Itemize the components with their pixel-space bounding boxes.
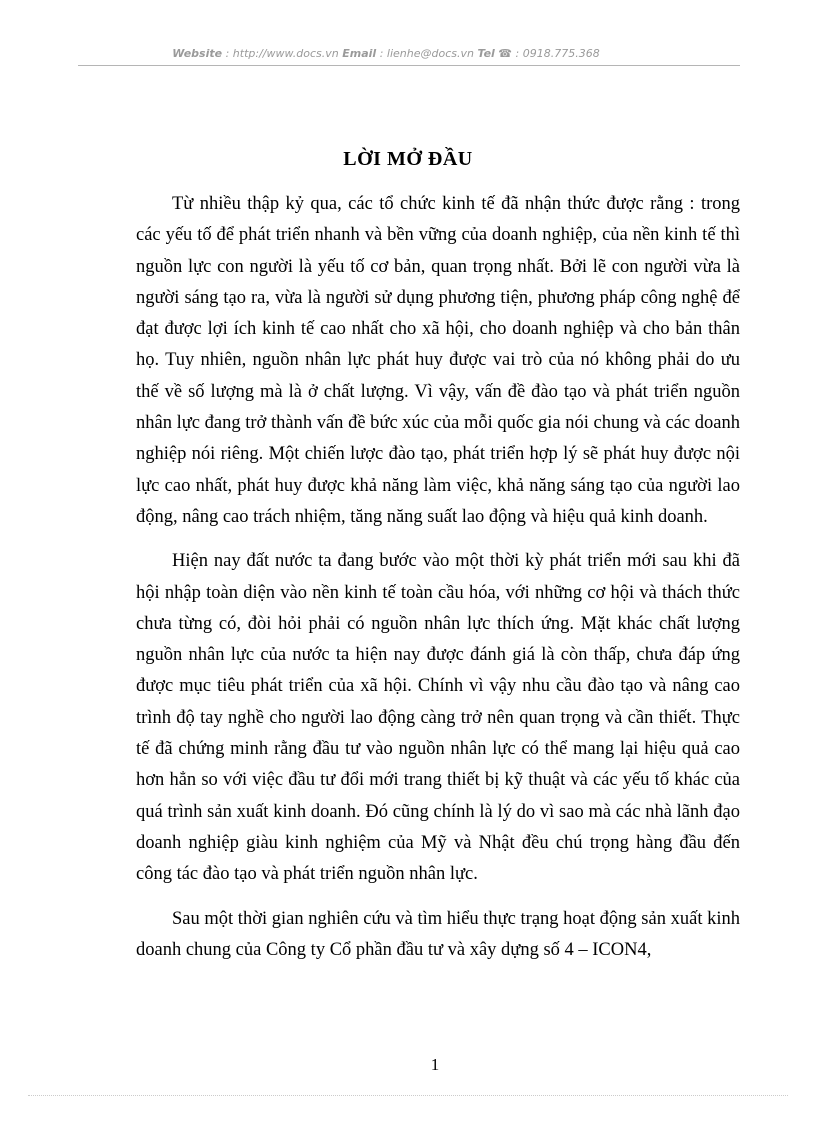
page-number: 1 [430,1055,440,1074]
tel-label: Tel [477,47,495,60]
header-divider [78,65,740,66]
document-title: LỜI MỞ ĐẦU [343,148,473,170]
email-value: : lienhe@docs.vn [376,47,478,60]
paragraph-1: Từ nhiều thập kỷ qua, các tổ chức kinh tế đã nhận thức được rằng : trong các yếu tố để phát triển nhanh và bền vững của doanh nghiệp, của nền kinh tế thì nguồn lực con người là yếu tố cơ bản, quan trọng nhất. Bởi lẽ con người vừa là người sáng tạo ra, vừa là người sử dụng phương tiện, phương pháp công nghệ để đạt được lợi ích kinh tế cao nhất cho xã hội, cho doanh nghiệp và cho bản thân họ. Tuy nhiên, nguồn nhân lực phát huy được vai trò của nó không phải do ưu thế về số lượng mà là ở chất lượng. Vì vậy, vấn đề đào tạo và phát triển nguồn nhân lực đang trở thành vấn đề bức xúc của mỗi quốc gia nói chung và các doanh nghiệp nói riêng. Một chiến lược đào tạo, phát triển hợp lý sẽ phát huy được nội lực cao nhất, phát huy được khả năng làm việc, khả năng sáng tạo của người lao động, nâng cao trách nhiệm, tăng năng suất lao động và hiệu quả kinh doanh. [136,194,740,527]
footer-divider [28,1095,788,1096]
document-body [136,189,740,979]
tel-value: ☎ : 0918.775.368 [494,47,600,60]
paragraph-2: Hiện nay đất nước ta đang bước vào một thời kỳ phát triển mới sau khi đã hội nhập toàn diện vào nền kinh tế toàn cầu hóa, với những cơ hội và thách thức chưa từng có, đòi hỏi phải có nguồn nhân lực thích ứng. Mặt khác chất lượng nguồn nhân lực của nước ta hiện nay được đánh giá là còn thấp, chưa đáp ứng được mục tiêu phát triển của xã hội. Chính vì vậy nhu cầu đào tạo và nâng cao trình độ tay nghề cho người lao động càng trở nên quan trọng và cần thiết. Thực tế đã chứng minh rằng đầu tư vào nguồn nhân lực có thể mang lại hiệu quả cao hơn hẳn so với việc đầu tư đổi mới trang thiết bị kỹ thuật và các yếu tố khác của quá trình sản xuất kinh doanh. Đó cũng chính là lý do vì sao mà các nhà lãnh đạo doanh nghiệp giàu kinh nghiệm của Mỹ và Nhật đều chú trọng hàng đầu đến công tác đào tạo và phát triển nguồn nhân lực. [136,551,740,885]
paragraph-3: Sau một thời gian nghiên cứu và tìm hiểu thực trạng hoạt động sản xuất kinh doanh chung của Công ty Cổ phần đầu tư và xây dựng số 4 – ICON4, [136,908,740,960]
email-label: Email [342,47,377,60]
page-header [22,47,750,60]
website-value: : http://www.docs.vn [222,47,343,60]
website-label: Website [172,47,223,60]
